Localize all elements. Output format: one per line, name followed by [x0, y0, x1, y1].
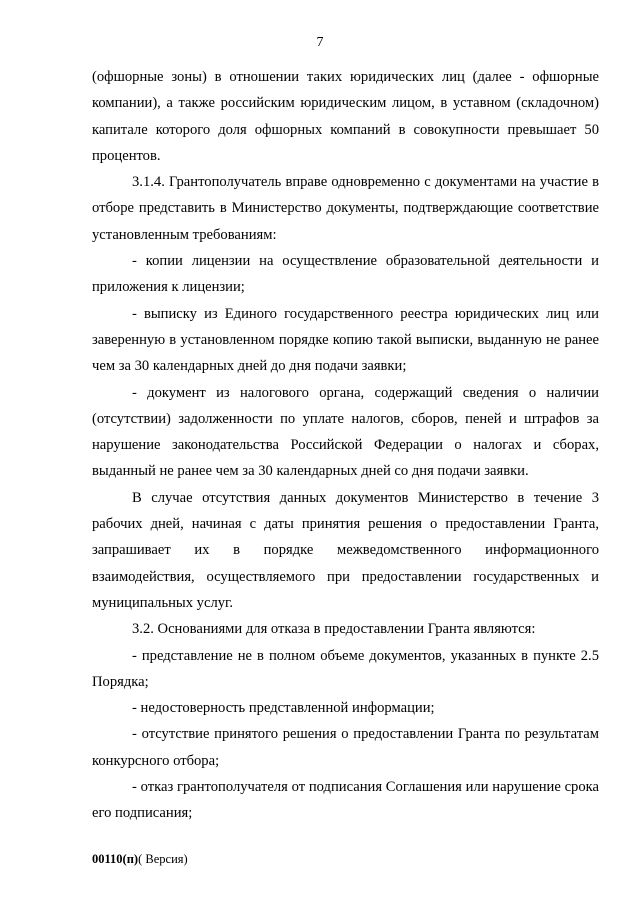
- list-item: - выписку из Единого государственного реестра юридических лиц или заверенную в установленном порядке копию такой выписки, выданную не ранее чем за 30 календарных дней до дня подачи заявки;: [92, 305, 599, 375]
- paragraph: 3.1.4. Грантополучатель вправе одновременно с документами на участие в отборе представить в Министерство документы, подтверждающие соответствие установленным требованиям:: [92, 174, 599, 243]
- paragraph: 3.2. Основаниями для отказа в предоставлении Гранта являются:: [132, 621, 536, 638]
- list-item: - документ из налогового органа, содержащий сведения о наличии (отсутствии) задолженности по уплате налогов, сборов, пеней и штрафов за нарушение законодательства Российской Федерации о налогах и сборах, выданный не ранее чем за 30 календарных дней со дня подачи заявки.: [92, 384, 599, 480]
- list-item: - копии лицензии на осуществление образовательной деятельности и приложения к лицензии;: [92, 253, 599, 296]
- document-footer: [92, 852, 188, 867]
- list-item: - представление не в полном объеме документов, указанных в пункте 2.5 Порядка;: [92, 647, 599, 690]
- paragraph: (офшорные зоны) в отношении таких юридических лиц (далее - офшорные компании), а также российским юридическим лицом, в уставном (складочном) капитале которого доля офшорных компаний в совокупности превышает 50 процентов.: [92, 69, 599, 164]
- paragraph: В случае отсутствия данных документов Министерство в течение 3 рабочих дней, начиная с даты принятия решения о предоставлении Гранта, запрашивает их в порядке межведомственного информационного взаимодействия, осуществляемого при предоставлении государственных и муниципальных услуг.: [92, 489, 599, 611]
- list-item: - отсутствие принятого решения о предоставлении Гранта по результатам конкурсного отбора;: [92, 726, 599, 769]
- document-version: ( Версия): [138, 852, 188, 866]
- page-number: 7: [316, 35, 324, 50]
- document-code: 00110(п): [92, 852, 139, 866]
- list-item: - отказ грантополучателя от подписания Соглашения или нарушение срока его подписания;: [92, 779, 599, 822]
- list-item: - недостоверность представленной информации;: [132, 700, 435, 717]
- document-body: [92, 64, 599, 827]
